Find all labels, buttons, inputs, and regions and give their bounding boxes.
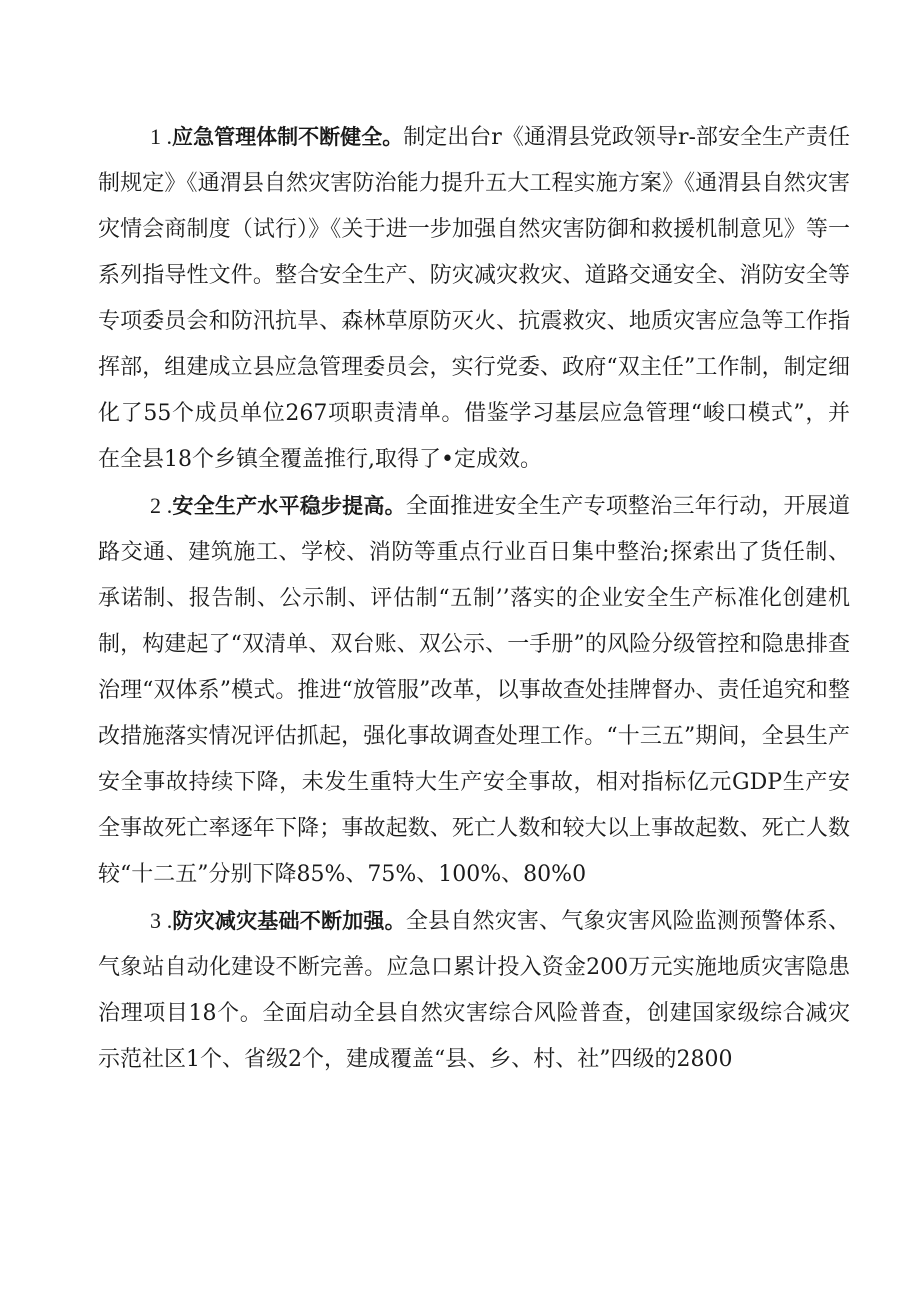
paragraph-emergency-management [98, 114, 850, 483]
paragraph-number: 3 . [150, 908, 173, 933]
paragraph-text: 全县自然灾害、气象灾害风险监测预警体系、气象站自动化建设不断完善。应急口累计投入资金200万元实施地质灾害隐患治理项目18个。全面启动全县自然灾害综合风险普查，创建国家级综合减灾示范社区1个、省级2个，建成覆盖“县、乡、村、社”四级的2800 [98, 909, 850, 1072]
document-body [98, 114, 850, 1083]
paragraph-number: 2 . [150, 493, 173, 518]
paragraph-text: 全面推进安全生产专项整治三年行动，开展道路交通、建筑施工、学校、消防等重点行业百日集中整治;探索出了货任制、承诺制、报告制、公示制、评估制“五制’’落实的企业安全生产标准化创建机制，构建起了“双清单、双台账、双公示、一手册”的风险分级管控和隐患排查治理“双体系”模式。推进“放管服”改革，以事故查处挂牌督办、责任追究和整改措施落实情况评估抓起，强化事故调查处理工作。“十三五”期间，全县生产安全事故持续下降，未发生重特大生产安全事故，相对指标亿元GDP生产安全事故死亡率逐年下降；事故起数、死亡人数和较大以上事故起数、死亡人数较“十二五”分别下降85%、75%、100%、80%0 [98, 494, 850, 887]
paragraph-heading: 应急管理体制不断健全。 [172, 125, 404, 149]
paragraph-heading: 安全生产水平稳步提高。 [172, 494, 406, 518]
paragraph-text: 制定出台r《通渭县党政领导r-部安全生产责任制规定》《通渭县自然灾害防治能力提升五大工程实施方案》《通渭县自然灾害灾情会商制度（试行）》《关于进一步加强自然灾害防御和救援机制意见》等一系列指导性文件。整合安全生产、防灾减灾救灾、道路交通安全、消防安全等专项委员会和防汛抗旱、森林草原防灭火、抗震救灾、地质灾害应急等工作指挥部，组建成立县应急管理委员会，实行党委、政府“双主任”工作制，制定细化了55个成员单位267项职责清单。借鉴学习基层应急管理“峻口模式”，并在全县18个乡镇全覆盖推行,取得了•定成效。 [98, 125, 851, 472]
paragraph-safety-production [98, 483, 850, 898]
paragraph-number: 1 . [150, 124, 173, 149]
paragraph-disaster-prevention [98, 898, 850, 1083]
paragraph-heading: 防灾减灾基础不断加强。 [172, 909, 406, 933]
